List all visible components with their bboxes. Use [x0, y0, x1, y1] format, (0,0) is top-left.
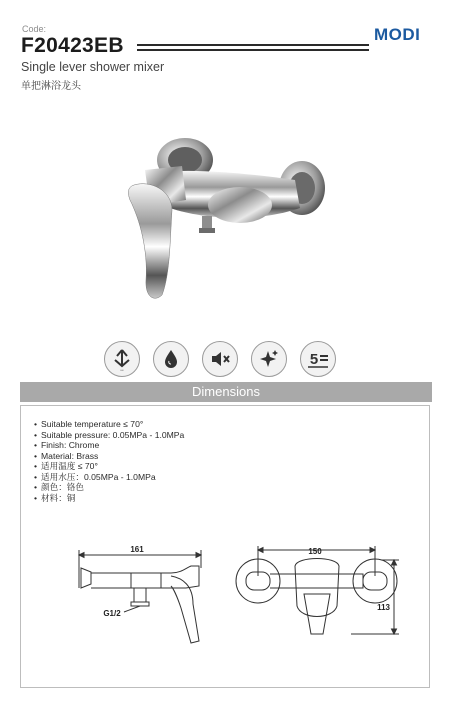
spec-item: • 适用水压：0.05MPa - 1.0MPa: [34, 472, 184, 483]
technical-drawings: [21, 406, 431, 689]
side-width-label: 161: [130, 545, 144, 554]
brand-logo: MODI: [374, 25, 421, 44]
product-subtitle: Single lever shower mixer: [21, 60, 165, 74]
spec-item: • Material: Brass: [34, 451, 184, 462]
feature-badges: [104, 341, 336, 377]
product-subtitle-cn: 单把淋浴龙头: [21, 81, 81, 92]
header-rule-bottom: [137, 49, 369, 51]
spec-item: • Suitable pressure: 0.05MPa - 1.0MPa: [34, 430, 184, 441]
sparkle-icon: [251, 341, 287, 377]
front-width-label: 150: [308, 547, 322, 556]
five-year-warranty-icon: [300, 341, 336, 377]
silent-icon: [202, 341, 238, 377]
svg-text:•••: •••: [120, 368, 124, 372]
spec-item: • 适用温度 ≤ 70°: [34, 461, 184, 472]
thread-label: G1/2: [103, 609, 121, 618]
code-label: Code:: [22, 24, 47, 34]
warranty-number: 5: [309, 351, 319, 368]
water-drop-icon: [153, 341, 189, 377]
dimensions-header: Dimensions: [20, 382, 432, 402]
front-view-drawing: [236, 546, 399, 634]
model-number: F20423EB: [21, 34, 124, 57]
header-rule-top: [137, 44, 369, 46]
spec-item: • Finish: Chrome: [34, 440, 184, 451]
water-saving-icon: [104, 341, 140, 377]
spec-item: • 材料：铜: [34, 493, 184, 504]
dimensions-panel: [20, 405, 430, 688]
front-height-label: 113: [377, 603, 390, 612]
spec-item: • 颜色：铬色: [34, 482, 184, 493]
product-image: [110, 130, 340, 305]
spec-item: • Suitable temperature ≤ 70°: [34, 419, 184, 430]
side-view-drawing: [79, 550, 201, 643]
